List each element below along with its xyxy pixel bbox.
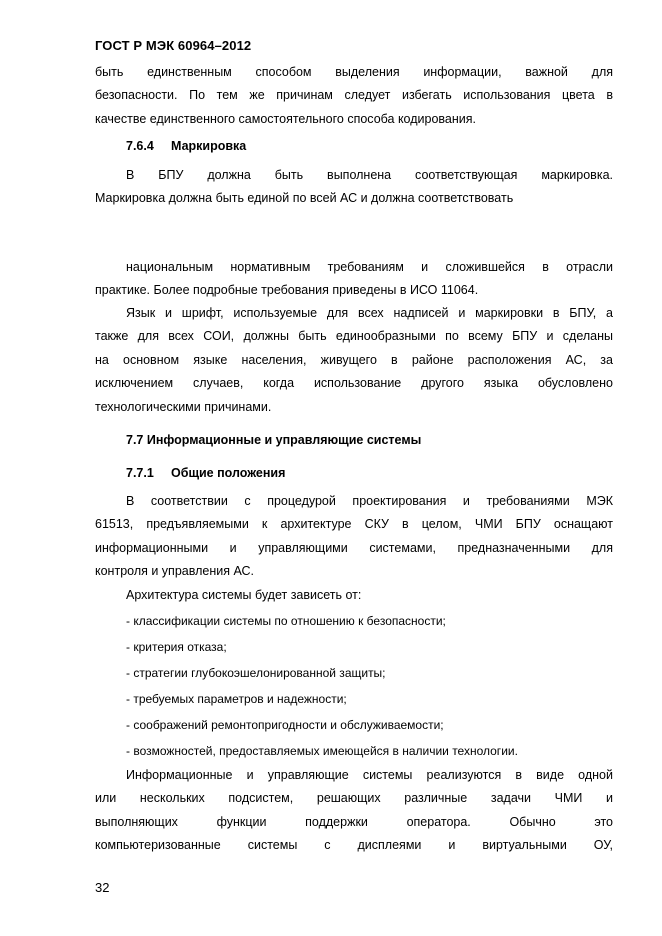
architecture-factors-list xyxy=(126,608,613,764)
text-line: Информационные и управляющие системы реализуются в виде одной xyxy=(126,768,613,782)
section-title: Общие положения xyxy=(171,466,286,480)
list-item: - классификации системы по отношению к безопасности; xyxy=(126,614,446,628)
list-item: - стратегии глубокоэшелонированной защиты; xyxy=(126,666,386,680)
text-line: Архитектура системы будет зависеть от: xyxy=(126,588,362,602)
text-line: В соответствии с процедурой проектирования и требованиями МЭК xyxy=(126,494,613,508)
section-number: 7.7.1 xyxy=(126,466,154,480)
paragraph-iec-requirements xyxy=(95,490,613,584)
section-heading-7-7-1 xyxy=(126,466,285,480)
text-line: технологическими причинами. xyxy=(95,399,272,414)
paragraph-marking-standards xyxy=(95,256,613,303)
text-line: практике. Более подробные требования приведены в ИСО 11064. xyxy=(95,283,479,298)
text-line: информационными и управляющими системами, предназначенными для xyxy=(95,540,613,555)
paragraph-color-coding xyxy=(95,61,613,131)
text-line: национальным нормативным требованиям и сложившейся в отрасли xyxy=(126,260,613,274)
text-line: Маркировка должна быть единой по всей АС и должна соответствовать xyxy=(95,191,514,206)
paragraph-language-font xyxy=(95,302,613,419)
list-item: - требуемых параметров и надежности; xyxy=(126,692,347,706)
text-line: исключением случаев, когда использование другого языка обусловлено xyxy=(95,376,613,391)
list-item: - возможностей, предоставляемых имеющейся в наличии технологии. xyxy=(126,744,518,758)
text-line: безопасности. По тем же причинам следует избегать использования цвета в xyxy=(95,88,613,103)
text-line: на основном языке населения, живущего в районе расположения АС, за xyxy=(95,352,613,367)
paragraph-architecture-intro xyxy=(95,584,613,607)
text-line: Язык и шрифт, используемые для всех надписей и маркировки в БПУ, а xyxy=(126,306,613,320)
text-line: 61513, предъявляемыми к архитектуре СКУ в целом, ЧМИ БПУ оснащают xyxy=(95,517,613,532)
text-line: качестве единственного самостоятельного способа кодирования. xyxy=(95,111,476,126)
list-item: - соображений ремонтопригодности и обслуживаемости; xyxy=(126,718,444,732)
text-line: быть единственным способом выделения информации, важной для xyxy=(95,65,613,79)
document-header: ГОСТ Р МЭК 60964–2012 xyxy=(95,38,252,53)
list-item: - критерия отказа; xyxy=(126,640,227,654)
page-number: 32 xyxy=(95,880,110,895)
text-line: или нескольких подсистем, решающих различные задачи ЧМИ и xyxy=(95,791,613,806)
paragraph-marking-intro xyxy=(95,164,613,211)
text-line: контроля и управления АС. xyxy=(95,564,255,579)
section-heading-7-6-4 xyxy=(126,139,246,153)
text-line: В БПУ должна быть выполнена соответствующая маркировка. xyxy=(126,168,613,182)
text-line: также для всех СОИ, должны быть единообразными по всему БПУ и сделаны xyxy=(95,329,613,344)
text-line: компьютеризованные системы с дисплеями и виртуальными ОУ, xyxy=(95,838,613,853)
paragraph-subsystems xyxy=(95,764,613,858)
section-number: 7.6.4 xyxy=(126,139,154,153)
section-heading-7-7: 7.7 Информационные и управляющие системы xyxy=(126,433,422,447)
section-title: Маркировка xyxy=(171,139,247,153)
text-line: выполняющих функции поддержки оператора. Обычно это xyxy=(95,814,613,829)
